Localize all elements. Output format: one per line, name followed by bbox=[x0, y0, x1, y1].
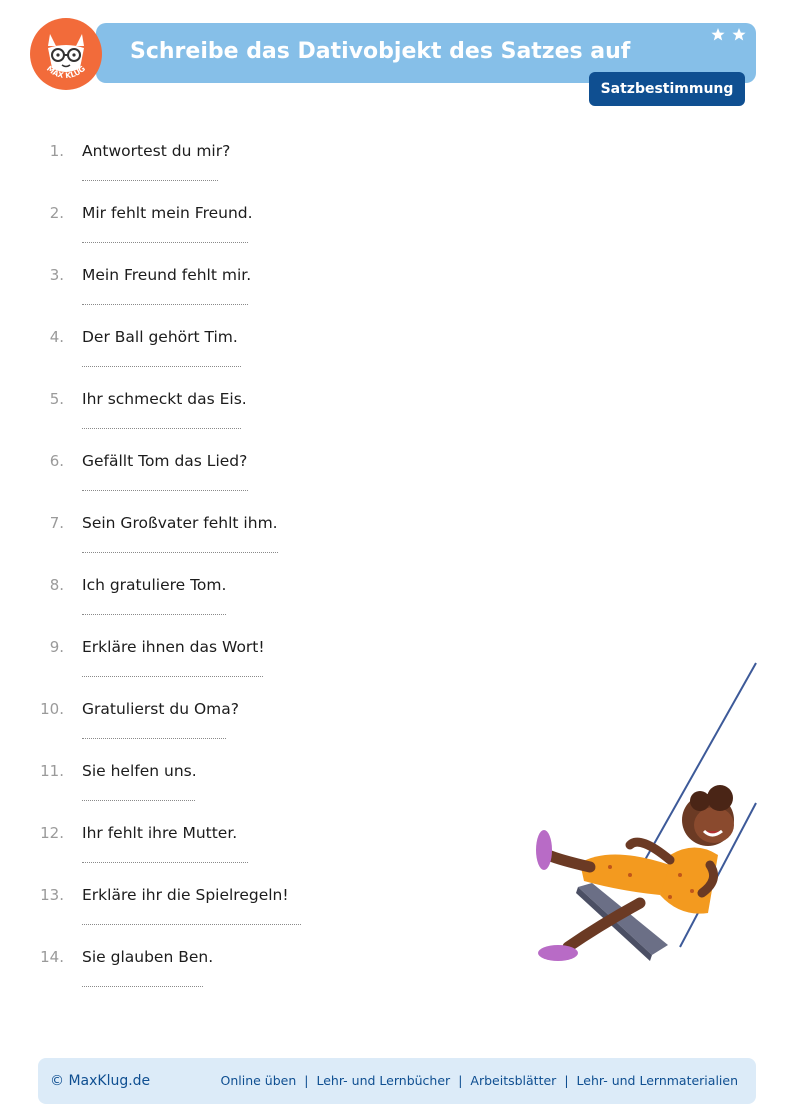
footer-link-lehr-und-lernmaterialien[interactable]: Lehr- und Lernmaterialien bbox=[576, 1073, 738, 1088]
exercise-item bbox=[0, 818, 500, 880]
item-number: 5. bbox=[49, 390, 64, 408]
item-sentence: Mir fehlt mein Freund. bbox=[82, 204, 253, 222]
footer bbox=[38, 1058, 756, 1104]
item-sentence: Erkläre ihnen das Wort! bbox=[82, 638, 265, 656]
item-number: 6. bbox=[49, 452, 64, 470]
answer-line[interactable] bbox=[82, 924, 301, 925]
item-sentence: Gratulierst du Oma? bbox=[82, 700, 239, 718]
footer-link-lehr-und-lernbuecher[interactable]: Lehr- und Lernbücher bbox=[316, 1073, 451, 1088]
exercise-item bbox=[0, 384, 500, 446]
item-number: 4. bbox=[49, 328, 64, 346]
svg-text:MAX KLUG: MAX KLUG bbox=[44, 63, 88, 81]
item-sentence: Gefällt Tom das Lied? bbox=[82, 452, 248, 470]
footer-copyright: © MaxKlug.de bbox=[50, 1073, 151, 1089]
footer-links bbox=[221, 1058, 739, 1104]
answer-line[interactable] bbox=[82, 366, 241, 367]
exercise-item bbox=[0, 694, 500, 756]
answer-line[interactable] bbox=[82, 614, 226, 615]
exercise-item bbox=[0, 508, 500, 570]
page-title: Schreibe das Dativobjekt des Satzes auf bbox=[130, 39, 631, 64]
exercise-item bbox=[0, 136, 500, 198]
item-number: 9. bbox=[49, 638, 64, 656]
item-sentence: Sie glauben Ben. bbox=[82, 948, 214, 966]
exercise-item bbox=[0, 632, 500, 694]
exercise-item bbox=[0, 446, 500, 508]
item-sentence: Ihr fehlt ihre Mutter. bbox=[82, 824, 238, 842]
item-number: 14. bbox=[40, 948, 64, 966]
footer-link-online-ueben[interactable]: Online üben bbox=[220, 1073, 297, 1088]
item-sentence: Erkläre ihr die Spielregeln! bbox=[82, 886, 289, 904]
exercise-item bbox=[0, 198, 500, 260]
item-sentence: Sein Großvater fehlt ihm. bbox=[82, 514, 278, 532]
girl-on-swing-illustration bbox=[520, 655, 760, 975]
maxklug-logo bbox=[28, 16, 104, 92]
answer-line[interactable] bbox=[82, 738, 226, 739]
item-sentence: Antwortest du mir? bbox=[82, 142, 231, 160]
item-sentence: Ihr schmeckt das Eis. bbox=[82, 390, 247, 408]
exercise-item bbox=[0, 880, 500, 942]
item-number: 3. bbox=[49, 266, 64, 284]
item-number: 1. bbox=[49, 142, 64, 160]
footer-separator: | bbox=[458, 1073, 463, 1088]
answer-line[interactable] bbox=[82, 676, 263, 677]
item-sentence: Ich gratuliere Tom. bbox=[82, 576, 227, 594]
item-number: 7. bbox=[49, 514, 64, 532]
answer-line[interactable] bbox=[82, 490, 248, 491]
footer-separator: | bbox=[304, 1073, 309, 1088]
exercise-item bbox=[0, 260, 500, 322]
answer-line[interactable] bbox=[82, 242, 248, 243]
item-sentence: Der Ball gehört Tim. bbox=[82, 328, 238, 346]
answer-line[interactable] bbox=[82, 986, 203, 987]
answer-line[interactable] bbox=[82, 552, 278, 553]
answer-line[interactable] bbox=[82, 862, 248, 863]
topic-badge: Satzbestimmung bbox=[589, 72, 745, 106]
exercise-item bbox=[0, 756, 500, 818]
answer-line[interactable] bbox=[82, 180, 218, 181]
answer-line[interactable] bbox=[82, 800, 195, 801]
exercise-item bbox=[0, 942, 500, 1004]
star-icon bbox=[711, 28, 724, 41]
item-sentence: Mein Freund fehlt mir. bbox=[82, 266, 252, 284]
item-number: 11. bbox=[40, 762, 64, 780]
answer-line[interactable] bbox=[82, 428, 241, 429]
item-number: 8. bbox=[49, 576, 64, 594]
footer-separator: | bbox=[564, 1073, 569, 1088]
answer-line[interactable] bbox=[82, 304, 248, 305]
item-number: 10. bbox=[40, 700, 64, 718]
item-number: 12. bbox=[40, 824, 64, 842]
exercise-item bbox=[0, 322, 500, 384]
footer-link-arbeitsblaetter[interactable]: Arbeitsblätter bbox=[470, 1073, 557, 1088]
item-number: 2. bbox=[49, 204, 64, 222]
item-number: 13. bbox=[40, 886, 64, 904]
exercise-item bbox=[0, 570, 500, 632]
difficulty-stars bbox=[710, 26, 750, 44]
star-icon bbox=[732, 28, 745, 41]
item-sentence: Sie helfen uns. bbox=[82, 762, 197, 780]
